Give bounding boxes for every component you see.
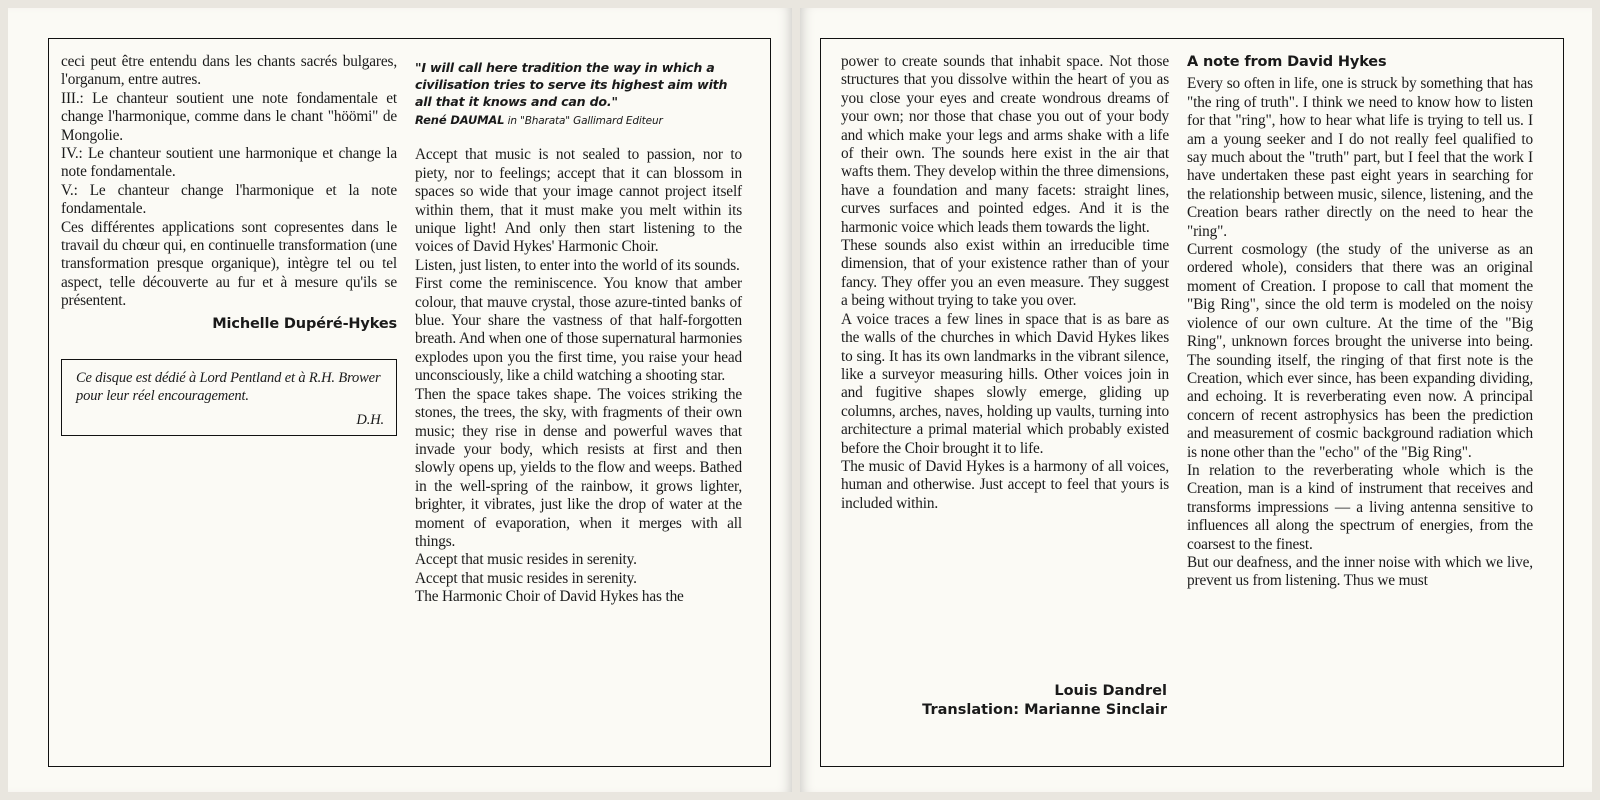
epigraph-quote: "I will call here tradition the way in which a civilisation tries to serve its highest aim with all that it knows and can do." bbox=[415, 60, 728, 109]
paragraph: Then the space takes shape. The voices striking the stones, the trees, the sky, with fragments of their own music; they rise in dense and powerful waves that invade your body, which resists at first and then slowly opens up, yields to the flow and weeps. Bathed in the well-spring of the rainbow, it grows lighter, brighter, it vibrates, just like the drop of water at the moment of evaporation, when it merges with all things. bbox=[415, 385, 742, 550]
epigraph-author: René DAUMAL bbox=[415, 113, 505, 127]
paragraph: First come the reminiscence. You know that amber colour, that mauve crystal, those azure-tinted banks of blue. Your share the vastness of that half-forgotten breath. And when one of those supernatural harmonies explodes upon you the first time, you raise your head unconsciously, like a child watching a shooting star. bbox=[415, 275, 742, 385]
epigraph-source: in "Bharata" Gallimard Editeur bbox=[504, 115, 663, 127]
author-signature: Michelle Dupéré-Hykes bbox=[212, 315, 397, 332]
paragraph: ceci peut être entendu dans les chants sacrés bulgares, l'organum, entre autres. bbox=[61, 53, 397, 89]
paragraph: The music of David Hykes is a harmony of all voices, human and otherwise. Just accept to feel that yours is included within. bbox=[841, 457, 1169, 512]
paragraph: Listen, just listen, to enter into the world of its sounds. bbox=[415, 256, 740, 274]
paragraph: Accept that music resides in serenity. bbox=[415, 551, 637, 569]
right-column-english bbox=[415, 59, 742, 607]
paragraph: Current cosmology (the study of the universe as an ordered whole), considers that there was an original moment of Creation. I propose to call that moment the "Big Ring", since the old term is modeled on the noisy violence of our own culture. At the time of the "Big Ring", unknown forces brought the universe into being. The sounding itself, the ringing of that first note is the Creation, which ever since, has been expanding dividing, and echoing. It is reverberating even now. A principal concern of recent astrophysics has been the prediction and measurement of cosmic background radiation which is none other than the "echo" of the "Big Ring". bbox=[1187, 241, 1533, 461]
dedication-box bbox=[61, 359, 397, 436]
credits bbox=[841, 682, 1167, 720]
paragraph: The Harmonic Choir of David Hykes has the bbox=[415, 588, 684, 606]
paragraph: But our deafness, and the inner noise with which we live, prevent us from listening. Thus we must bbox=[1187, 553, 1533, 590]
right-page-frame bbox=[820, 38, 1564, 767]
hykes-note-column bbox=[1187, 53, 1533, 591]
right-page bbox=[800, 8, 1592, 792]
paragraph: IV.: Le chanteur soutient une harmonique et change la note fondamentale. bbox=[61, 145, 397, 181]
paragraph: In relation to the reverberating whole which is the Creation, man is a kind of instrument that receives and transforms impressions — a living antenna sensitive to influences all along the spectrum of energies, from the coarsest to the finest. bbox=[1187, 461, 1533, 553]
paragraph: power to create sounds that inhabit space. Not those structures that you dissolve within the heart of you as you close your eyes and create wondrous dreams of your own; nor those that chase you out of your body and which make your legs and arms shake with a life of their own. The sounds here exist in the air that wafts them. They develop within the three dimensions, have a foundation and many facets: straight lines, curves surfaces and pointed edges. And it is the harmonic voice which leads them towards the light. bbox=[841, 53, 1169, 236]
left-page-frame bbox=[48, 38, 771, 767]
paragraph: V.: Le chanteur change l'harmonique et la note fondamentale. bbox=[61, 181, 397, 218]
paragraph: Ces différentes applications sont copresentes dans le travail du chœur qui, en continuelle transformation (une transformation presque organique), intègre tel ou tel aspect, telle découverte au fur et à mesure qu'ils se présentent. bbox=[61, 218, 397, 310]
credit-author: Louis Dandrel bbox=[1054, 683, 1167, 699]
left-column-french bbox=[61, 53, 397, 436]
paragraph: III.: Le chanteur soutient une note fondamentale et change l'harmonique, comme dans le chant "höömi" de Mongolie. bbox=[61, 89, 397, 144]
section-heading: A note from David Hykes bbox=[1187, 54, 1387, 70]
paragraph: Accept that music resides in serenity. bbox=[415, 569, 637, 587]
dedication-text: Ce disque est dédié à Lord Pentland et à R.H. Brower pour leur réel encouragement. bbox=[76, 370, 381, 405]
epigraph-attribution bbox=[415, 111, 742, 130]
paragraph: Accept that music is not sealed to passion, nor to piety, nor to feelings; accept that it can blossom in spaces so wide that your image cannot project itself within them, that it must make you melt within its unique light! And only then start listening to the voices of David Hykes' Harmonic Choir. bbox=[415, 146, 742, 256]
dedication-initials: D.H. bbox=[356, 412, 384, 429]
left-page bbox=[8, 8, 792, 792]
credit-translator: Translation: Marianne Sinclair bbox=[922, 702, 1167, 718]
paragraph: A voice traces a few lines in space that is as bare as the walls of the churches in which David Hykes likes to sing. It has its own landmarks in the vibrant silence, like a surveyor measuring hills. Other voices join in and fugitive shapes slowly emerge, gliding up columns, arches, naves, holding up vaults, turning into architecture a primal material which probably existed before the Choir brought it to life. bbox=[841, 310, 1169, 457]
paragraph: These sounds also exist within an irreducible time dimension, that of your existence rather than of your fancy. They offer you an even measure. They suggest a being without trying to take you over. bbox=[841, 237, 1169, 310]
paragraph: Every so often in life, one is struck by something that has "the ring of truth". I think we need to know how to listen for that "ring", how to hear what life is trying to tell us. I am a young seeker and I do not really feel qualified to say much about the "truth" part, but I feel that the work I have undertaken these past eight years in searching for the relationship between music, silence, listening, and the Creation bears rather directly on the need to hear the "ring". bbox=[1187, 75, 1533, 240]
dandrel-column bbox=[841, 53, 1169, 513]
